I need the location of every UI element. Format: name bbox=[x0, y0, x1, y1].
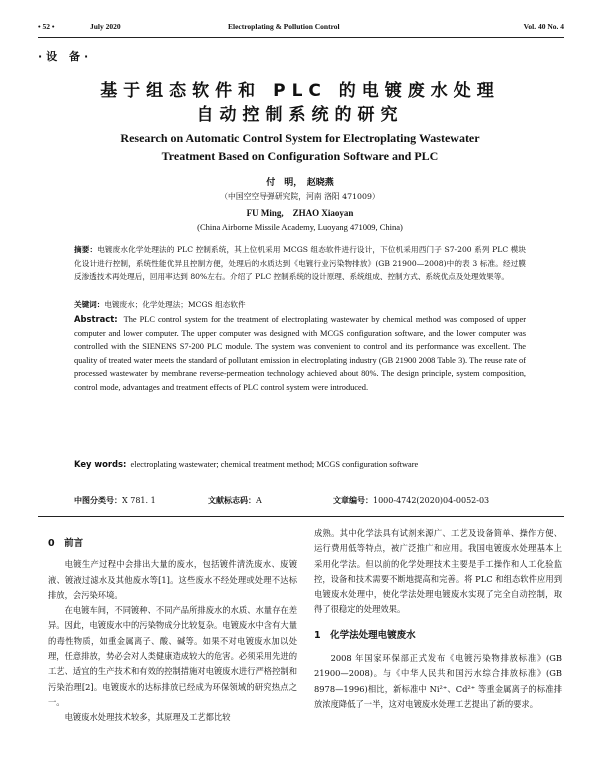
left-column bbox=[48, 528, 297, 726]
right-column bbox=[314, 526, 562, 712]
section-heading-chemical: 1 化学法处理电镀废水 bbox=[314, 629, 416, 641]
authors-cn: 付 明， 赵晓燕 bbox=[266, 178, 334, 188]
page-number: • 52 • bbox=[38, 22, 55, 31]
keywords-cn bbox=[74, 298, 526, 312]
abstract-en-text: The PLC control system for the treatment of electroplating wastewater by chemical method was composed of upper computer and lower computer. The upper computer was designed with MCGS configuration software, and the lower computer was controlled with the SIENENS S7-200 PLC module. The system was convenient to control and its performance was excellent. The quality of treated water meets the standard of pollutant emission in electroplating industry (GB 21900 2008 Table 3). The reuse rate of processed wastewater by membrane reverse-permeation technology achieved about 80%. The design principle, system composition, control mode, advantages and treatment effects of PLC control system were introduced. bbox=[74, 315, 526, 392]
paragraph: 电镀废水处理技术较多，其原理及工艺都比较 bbox=[64, 712, 231, 723]
article-no-label: 文章编号： bbox=[333, 496, 373, 505]
keywords-cn-text: 电镀废水；化学处理法；MCGS 组态软件 bbox=[104, 300, 246, 309]
issue-date: July 2020 bbox=[90, 22, 121, 31]
body-rule bbox=[38, 516, 564, 517]
title-cn-line2: 自动控制系统的研究 bbox=[196, 105, 404, 125]
doc-code-value: A bbox=[256, 496, 262, 505]
paragraph: 成熟。其中化学法具有试剂来源广、工艺及设备简单、操作方便、运行费用低等特点，被广泛推广和应用。我国电镀废水处理基本上采用化学法。但以前的化学处理技术主要是手工操作和人工化验监控，设备和技术需要不断地提高和完善。将 PLC 和组态软件应用到电镀废水处理中，使化学法处理电镀废水实现了完全自动控制，取得了很稳定的处理效果。 bbox=[314, 528, 562, 615]
affiliation-cn: （中国空空导弹研究院，河南 洛阳 471009） bbox=[220, 192, 380, 201]
abstract-cn bbox=[74, 243, 526, 284]
article-number bbox=[333, 495, 489, 506]
abstract-cn-text: 电镀废水化学处理法的 PLC 控制系统，其上位机采用 MCGS 组态软件进行设计，下位机采用西门子 S7-200 系列 PLC 模块化设计进行控制，系统性能优异且控制方便，处理后的水质达到《电镀行业污染物排放》(GB 21900—2008)中的表 3 标准。经过膜反渗透技术再处理后，回用率达到 80%左右。介绍了 PLC 控制系统的设计原理、系统组成、控制方式、系统优点及处理效果等。 bbox=[74, 245, 527, 282]
abstract-en-label: Abstract: bbox=[74, 314, 118, 324]
keywords-en-label: Key words: bbox=[74, 459, 127, 469]
title-en-line1: Research on Automatic Control System for Electroplating Wastewater bbox=[120, 131, 480, 145]
title-en-line2: Treatment Based on Configuration Software and PLC bbox=[161, 149, 439, 163]
section-heading-intro: 0 前言 bbox=[48, 538, 84, 549]
document-code bbox=[208, 495, 262, 506]
header-rule bbox=[38, 37, 564, 38]
doc-code-label: 文献标志码： bbox=[208, 496, 256, 505]
affiliation-en: (China Airborne Missile Academy, Luoyang 471009, China) bbox=[197, 222, 403, 232]
abstract-en bbox=[74, 313, 526, 395]
article-no-value: 1000-4742(2020)04-0052-03 bbox=[373, 496, 490, 505]
section-tag: ·设 备· bbox=[38, 50, 93, 63]
title-cn-line1: 基于组态软件和 PLC 的电镀废水处理 bbox=[100, 81, 500, 101]
clc-number bbox=[74, 495, 156, 506]
keywords-cn-label: 关键词： bbox=[74, 300, 105, 309]
clc-value: X 781. 1 bbox=[122, 496, 156, 505]
abstract-cn-label: 摘要： bbox=[74, 245, 98, 254]
volume-issue: Vol. 40 No. 4 bbox=[523, 22, 564, 31]
running-header bbox=[38, 22, 564, 36]
keywords-en-text: electroplating wastewater; chemical treatment method; MCGS configuration software bbox=[130, 460, 419, 469]
journal-name: Electroplating & Pollution Control bbox=[228, 22, 340, 31]
keywords-en bbox=[74, 458, 526, 472]
authors-en: FU Ming, ZHAO Xiaoyan bbox=[246, 208, 354, 218]
clc-label: 中图分类号： bbox=[74, 496, 122, 505]
paragraph: 电镀生产过程中会排出大量的废水，包括镀件清洗废水、废镀液、镀液过滤水及其他废水等[1]。这些废水不经处理或处理不达标排放，会污染环境。 bbox=[48, 559, 297, 600]
paragraph: 在电镀车间，不同镀种、不同产品所排废水的水质、水量存在差异。因此，电镀废水中的污染物成分比较复杂。电镀废水中含有大量的毒性物质，如重金属离子、酸、碱等。如果不对电镀废水加以处理，任意排放，势必会对人类健康造成较大的危害。必须采用先进的工艺、适宜的生产技术和有效的控制措施对电镀废水进行严格控制和污染治理[2]。电镀废水的达标排放已经成为环保领域的研究热点之一。 bbox=[48, 605, 297, 707]
paragraph: 2008 年国家环保部正式发布《电镀污染物排放标准》(GB 21900—2008)。与《中华人民共和国污水综合排放标准》(GB 8978—1996)相比，新标准中 Ni²⁺、Cd²⁺ 等重金属离子的标准排放浓度降低了一半，这对电镀废水处理工艺提出了新的要求。 bbox=[314, 653, 562, 709]
